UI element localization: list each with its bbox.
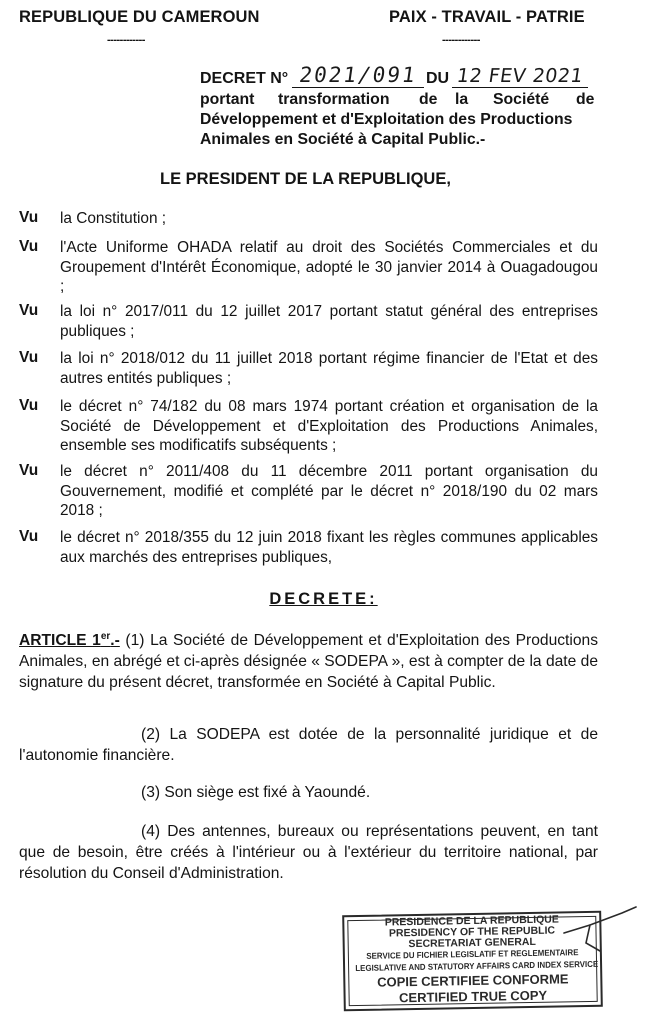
decree-label: DECRET N° (200, 70, 289, 87)
header-country: REPUBLIQUE DU CAMEROUN (19, 8, 260, 26)
vu-label: Vu (19, 462, 39, 479)
decree-number-field (292, 63, 424, 88)
stamp-line: CERTIFIED TRUE COPY (398, 987, 548, 1006)
vu-label: Vu (19, 349, 39, 366)
decrete-heading: DECRETE: (269, 590, 378, 608)
stamp-line: PRESIDENCE DE LA REPUBLIQUE (384, 913, 559, 929)
vu-label: Vu (19, 397, 39, 414)
article-1-paragraph-3: (3) Son siège est fixé à Yaoundé. (141, 784, 371, 801)
president-heading: LE PRESIDENT DE LA REPUBLIQUE, (160, 170, 451, 188)
decree-date: 12 FEV 2021 (455, 65, 585, 87)
article-1-paragraph-1 (19, 626, 598, 693)
stamp-line: SERVICE DU FICHIER LEGISLATIF ET REGLEMENTAIRE (366, 947, 579, 961)
stamp-line: SECRETARIAT GENERAL (408, 935, 536, 951)
vu-text: le décret n° 2018/355 du 12 juin 2018 fixant les règles communes applicables aux marchés des entreprises publiques, (60, 529, 598, 566)
signature-scribble (560, 903, 640, 963)
vu-text: l'Acte Uniforme OHADA relatif au droit des Sociétés Commerciales et du Groupement d'Intérêt Économique, adopté le 30 janvier 2014 à Ouagadougou ; (60, 239, 598, 295)
header-motto: PAIX - TRAVAIL - PATRIE (389, 8, 585, 26)
vu-text: le décret n° 74/182 du 08 mars 1974 portant création et organisation de la Société de Développement et d'Exploitation des Productions Animales, ensemble ses modificatifs subséquents ; (60, 398, 598, 454)
decree-number: 2021/091 (297, 63, 419, 87)
article-1-text-1: (1) La Société de Développement et d'Exploitation des Productions Animales, en abrégé et ci-après désignée « SODEPA », est à compter de la date de signature du présent décret, transformée en Société à Capital Public. (19, 632, 598, 691)
article-1-paragraph-4: (4) Des antennes, bureaux ou représentations peuvent, en tant que de besoin, être créés à l'intérieur ou à l'extérieur du territoire national, par résolution du Conseil d'Administration. (19, 823, 598, 882)
decree-du-label: DU (426, 70, 450, 87)
decree-page: REPUBLIQUE DU CAMEROUN ------------ PAIX - TRAVAIL - PATRIE ------------ DECRET N° 2021/091 DU 12 FEV 2021 portant transformation de la Société de Développement et d'Exploitation des Productions Animales en Société à Capital Public.- LE PRESIDENT DE LA REPUBLIQUE, Vu la Constitution ; Vu l'Acte Uniforme OHADA relatif au droit des Sociétés Commerciales et du Groupement d'Intérêt Économique, adopté le 30 janvier 2014 à Ouagadougou ; Vu la loi n° 2017/011 du 12 juillet 2017 portant statut général des entreprises publiques ; Vu la loi n° 2018/012 du 11 juillet 2018 portant régime financier de l'Etat et des autres entités publiques ; Vu le décret n° 74/182 du 08 mars 1974 portant création et organisation de la Société de Développement et d'Exploitation des Productions Animales, ensemble ses modificatifs subséquents ; Vu le décret n° 2011/408 du 11 décembre 2011 portant organisation du Gouvernement, modifié et complété par le décret n° 2018/190 du 02 mars 2018 ; Vu le décret n° 2018/355 du 12 juin 2018 fixant les règles communes applicables aux marchés des entreprises publiques, DECRETE: ARTICLE 1er.- (1) La Société de Développement et d'Exploitation des Productions Animales, en abrégé et ci-après désignée « SODEPA », est à compter de la date de signature du présent décret, transformée en Société à Capital Public. (2) La SODEPA est dotée de la personnalité juridique et de l'autonomie financière. (3) Son siège est fixé à Yaoundé. (4) Des antennes, bureaux ou représentations peuvent, en tant que de besoin, être créés à l'intérieur ou à l'extérieur du territoire national, par résolution du Conseil d'Administration. PRESIDENCE DE LA REPUBLIQUE PRESIDENCY OF THE REPUBLIC SECRETARIAT GENERAL SERVICE DU FICHIER LEGISLATIF ET REGLEMENTAIRE LEGISLATIVE AND STATUTORY AFFAIRS CARD INDEX SERVICE COPIE CERTIFIEE CONFORME CERTIFIED TRUE COPY (0, 0, 647, 1024)
vu-label: Vu (19, 209, 39, 226)
vu-label: Vu (19, 302, 39, 319)
decree-date-field (452, 63, 588, 88)
stamp-line: COPIE CERTIFIEE CONFORME (377, 971, 569, 990)
article-1-label: ARTICLE 1er.- (19, 631, 120, 649)
vu-label: Vu (19, 238, 39, 255)
vu-text: la loi n° 2018/012 du 11 juillet 2018 portant régime financier de l'Etat et des autres entités publiques ; (60, 350, 598, 387)
stamp-line: PRESIDENCY OF THE REPUBLIC (388, 924, 556, 940)
stamp-line: LEGISLATIVE AND STATUTORY AFFAIRS CARD INDEX SERVICE (355, 958, 599, 974)
vu-text: le décret n° 2011/408 du 11 décembre 2011 portant organisation du Gouvernement, modifié et complété par le décret n° 2018/190 du 02 mars 2018 ; (60, 463, 598, 519)
vu-text: la loi n° 2017/011 du 12 juillet 2017 portant statut général des entreprises publiques ; (60, 303, 598, 340)
decree-subtitle-line-3: Animales en Société à Capital Public.- (200, 131, 486, 148)
vu-text: la Constitution ; (60, 210, 167, 227)
decree-title-line (200, 60, 590, 90)
decree-subtitle-line-2: Développement et d'Exploitation des Productions (200, 111, 573, 128)
article-1-paragraph-2: (2) La SODEPA est dotée de la personnalité juridique et de l'autonomie financière. (19, 726, 598, 764)
header-left-separator: ------------ (107, 34, 145, 46)
vu-label: Vu (19, 528, 39, 545)
header-right-separator: ------------ (442, 34, 480, 46)
